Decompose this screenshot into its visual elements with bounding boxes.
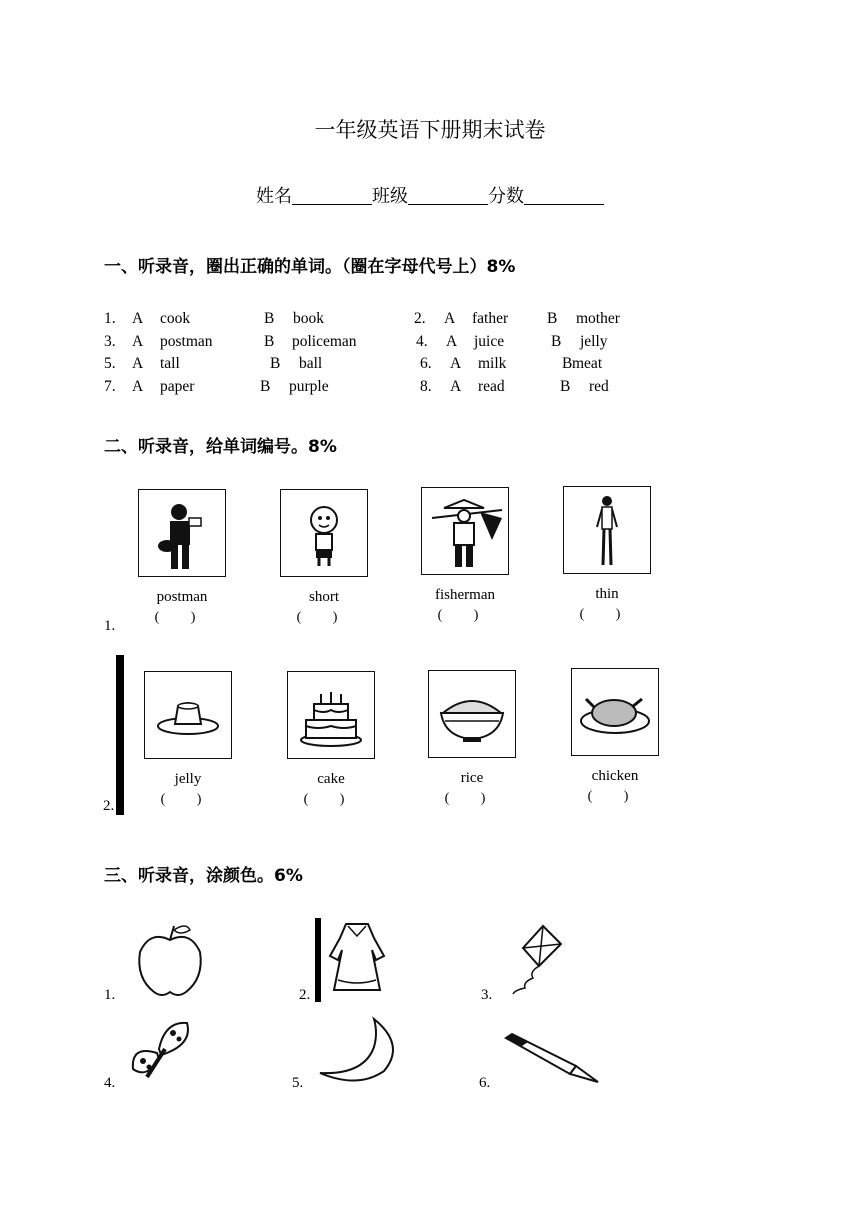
question-number: 7. (104, 378, 116, 395)
option-a-letter[interactable]: A (132, 333, 144, 350)
fisherman-icon (421, 487, 509, 575)
section3-heading: 三、听录音，涂颜色。6% (104, 866, 303, 886)
class-label: 班级 (372, 186, 408, 207)
answer-paren[interactable]: ( ) (303, 792, 359, 807)
butterfly-icon[interactable] (125, 1015, 195, 1087)
option-a-word: father (472, 310, 509, 327)
option-a-word: postman (160, 333, 213, 350)
option-b-word: ball (299, 355, 323, 372)
thin-man-icon (563, 486, 651, 574)
apple-icon[interactable] (130, 920, 210, 1000)
answer-paren[interactable]: ( ) (296, 610, 352, 625)
word-label: rice (460, 770, 484, 786)
score-blank[interactable] (524, 186, 604, 205)
picture-card-fisherman (421, 487, 509, 624)
cake-icon (287, 671, 375, 759)
word-label: thin (595, 586, 619, 602)
option-a-word: cook (160, 310, 191, 327)
s3-item-number: 5. (292, 1075, 304, 1091)
section1-heading: 一、听录音，圈出正确的单词。（圈在字母代号上）8% (104, 257, 516, 277)
question-number: 6. (420, 355, 432, 372)
page-title: 一年级英语下册期末试卷 (314, 118, 546, 142)
s3-item-number: 4. (104, 1075, 116, 1091)
student-info-line (0, 182, 860, 208)
question-number: 5. (104, 355, 116, 372)
scan-margin-bar (116, 655, 124, 815)
option-b-word: purple (289, 378, 329, 395)
scan-margin-bar (315, 918, 321, 1002)
option-b-letter[interactable]: B (264, 333, 275, 350)
picture-card-short (280, 489, 368, 626)
option-a-letter[interactable]: A (450, 378, 462, 395)
pen-icon[interactable] (498, 1030, 604, 1090)
option-b-word: book (293, 310, 324, 327)
section2-heading: 二、听录音，给单词编号。8% (104, 437, 337, 457)
moon-icon[interactable] (314, 1015, 406, 1087)
option-b-letter[interactable]: B (551, 333, 562, 350)
s3-item-number: 2. (299, 987, 311, 1003)
name-blank[interactable] (292, 186, 372, 205)
word-label: short (309, 589, 339, 605)
picture-card-rice (428, 670, 516, 807)
option-a-word: milk (478, 355, 507, 372)
option-a-letter[interactable]: A (132, 378, 144, 395)
option-b-letter[interactable]: B (547, 310, 558, 327)
row1-number: 1. (104, 618, 116, 634)
answer-paren[interactable]: ( ) (437, 608, 493, 623)
jelly-icon (144, 671, 232, 759)
answer-paren[interactable]: ( ) (587, 789, 643, 804)
option-b-word: meat (572, 355, 603, 372)
option-b-word: mother (576, 310, 620, 327)
word-label: fisherman (435, 587, 495, 603)
word-label: jelly (174, 771, 202, 787)
class-blank[interactable] (408, 186, 488, 205)
option-a-letter[interactable]: A (444, 310, 456, 327)
question-number: 8. (420, 378, 432, 395)
answer-paren[interactable]: ( ) (154, 610, 210, 625)
option-b-letter[interactable]: B (560, 378, 571, 395)
picture-card-postman (138, 489, 226, 626)
dress-icon[interactable] (322, 920, 392, 998)
postman-icon (138, 489, 226, 577)
word-label: chicken (591, 768, 639, 784)
option-b-letter[interactable]: B (562, 355, 573, 372)
picture-card-chicken (571, 668, 659, 805)
picture-card-thin (563, 486, 651, 623)
picture-card-jelly (144, 671, 232, 808)
chicken-icon (571, 668, 659, 756)
answer-paren[interactable]: ( ) (579, 607, 635, 622)
question-number: 1. (104, 310, 116, 327)
option-a-word: juice (474, 333, 505, 350)
option-a-letter[interactable]: A (450, 355, 462, 372)
short-boy-icon (280, 489, 368, 577)
row2-number: 2. (103, 798, 115, 814)
option-b-word: red (589, 378, 609, 395)
s3-item-number: 1. (104, 987, 116, 1003)
option-a-word: read (478, 378, 505, 395)
question-number: 4. (416, 333, 428, 350)
option-b-letter[interactable]: B (264, 310, 275, 327)
option-b-word: jelly (580, 333, 608, 350)
name-label: 姓名 (256, 186, 292, 207)
answer-paren[interactable]: ( ) (160, 792, 216, 807)
rice-icon (428, 670, 516, 758)
option-a-letter[interactable]: A (132, 310, 144, 327)
score-label: 分数 (488, 186, 524, 207)
kite-icon[interactable] (507, 920, 567, 998)
answer-paren[interactable]: ( ) (444, 791, 500, 806)
question-number: 2. (414, 310, 426, 327)
word-label: cake (317, 771, 345, 787)
option-a-word: paper (160, 378, 195, 395)
s3-item-number: 3. (481, 987, 493, 1003)
word-label: postman (156, 589, 208, 605)
question-number: 3. (104, 333, 116, 350)
s3-item-number: 6. (479, 1075, 491, 1091)
option-b-letter[interactable]: B (270, 355, 281, 372)
option-a-word: tall (160, 355, 180, 372)
option-a-letter[interactable]: A (132, 355, 144, 372)
picture-card-cake (287, 671, 375, 808)
option-b-letter[interactable]: B (260, 378, 271, 395)
option-a-letter[interactable]: A (446, 333, 458, 350)
option-b-word: policeman (292, 333, 357, 350)
